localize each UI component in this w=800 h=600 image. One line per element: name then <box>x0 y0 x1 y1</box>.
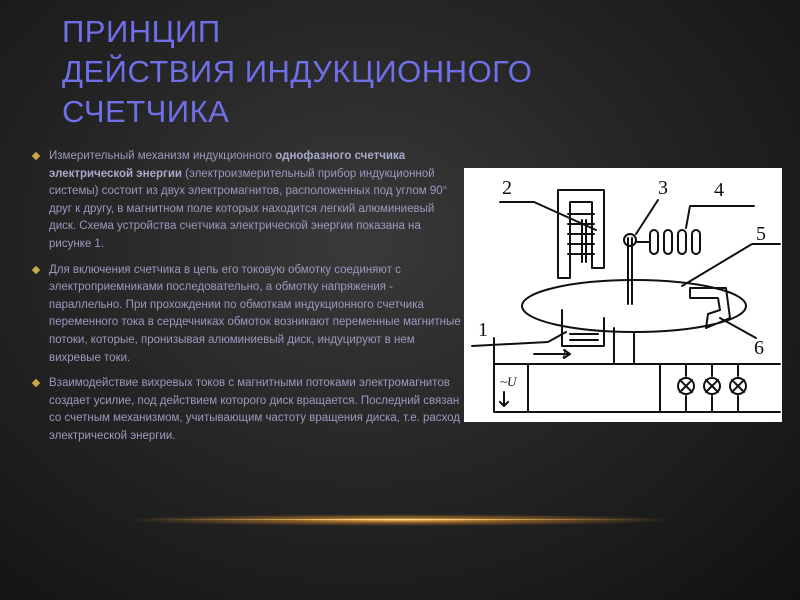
slide-body <box>33 148 461 454</box>
paragraph-3-text: Взаимодействие вихревых токов с магнитными потоками электромагнитов создает усилие, под действием которого диск вращается. Последний связан со счетным механизмом, учитывающим частоту вращения диска, т.е. расход электрической энергии. <box>49 377 461 442</box>
voltage-winding <box>582 220 586 262</box>
leader-4 <box>686 206 754 228</box>
leader-6 <box>720 318 756 338</box>
paragraph-3 <box>33 375 461 445</box>
title-line-2: ДЕЙСТВИЯ ИНДУКЦИОННОГО <box>62 54 533 89</box>
label-4: 4 <box>714 179 724 201</box>
wiring <box>494 328 780 412</box>
meter-diagram <box>464 168 782 422</box>
leader-5 <box>682 244 780 286</box>
lamp-icon <box>678 378 694 394</box>
label-3: 3 <box>658 177 668 199</box>
lamp-icon <box>730 378 746 394</box>
label-6: 6 <box>754 337 764 359</box>
axis <box>628 238 632 304</box>
paragraph-1-text-start: Измерительный механизм индукционного <box>49 150 276 162</box>
label-1: 1 <box>478 319 488 341</box>
counter-drums <box>636 230 700 254</box>
leader-3 <box>636 200 658 234</box>
paragraph-1-bold: однофазного счетчика электрической энергии <box>49 150 406 180</box>
label-2: 2 <box>502 177 512 199</box>
slide-title <box>62 12 622 132</box>
accent-glow <box>120 514 680 526</box>
label-5: 5 <box>756 223 766 245</box>
paragraph-1-text-end: (электроизмерительный прибор индукционной системы) состоит из двух электромагнитов, расположенных под углом 90° друг к другу, в магнитном поле которых находится легкий алюминиевый диск. Схема устройства счетчика электрической энергии показана на рисунке 1. <box>49 167 448 250</box>
lamp-icon <box>704 378 720 394</box>
accent-line <box>150 519 650 520</box>
voltage-label: ~U <box>500 374 517 389</box>
title-line-1: ПРИНЦИП <box>62 14 221 49</box>
bullet-icon <box>32 379 40 387</box>
current-arrow <box>534 350 570 358</box>
bullet-icon <box>32 152 40 160</box>
bullet-icon <box>32 265 40 273</box>
axis-gear <box>624 234 636 246</box>
title-line-3: СЧЕТЧИКА <box>62 94 230 129</box>
meter-diagram-svg <box>464 168 782 422</box>
paragraph-2-text: Для включения счетчика в цепь его токовую обмотку соединяют с электроприемниками последовательно, а обмотку напряжения - параллельно. При прохождении по обмоткам индукционного счетчика переменного тока в сердечниках обмоток возникают переменные магнитные потоки, которые, пронизывая алюминиевый диск, индуцируют в нем вихревые токи. <box>49 263 461 364</box>
paragraph-2 <box>33 262 461 368</box>
current-coil <box>570 334 598 340</box>
voltage-arrow <box>500 392 508 406</box>
current-label: I <box>562 346 567 361</box>
paragraph-1 <box>33 148 461 254</box>
